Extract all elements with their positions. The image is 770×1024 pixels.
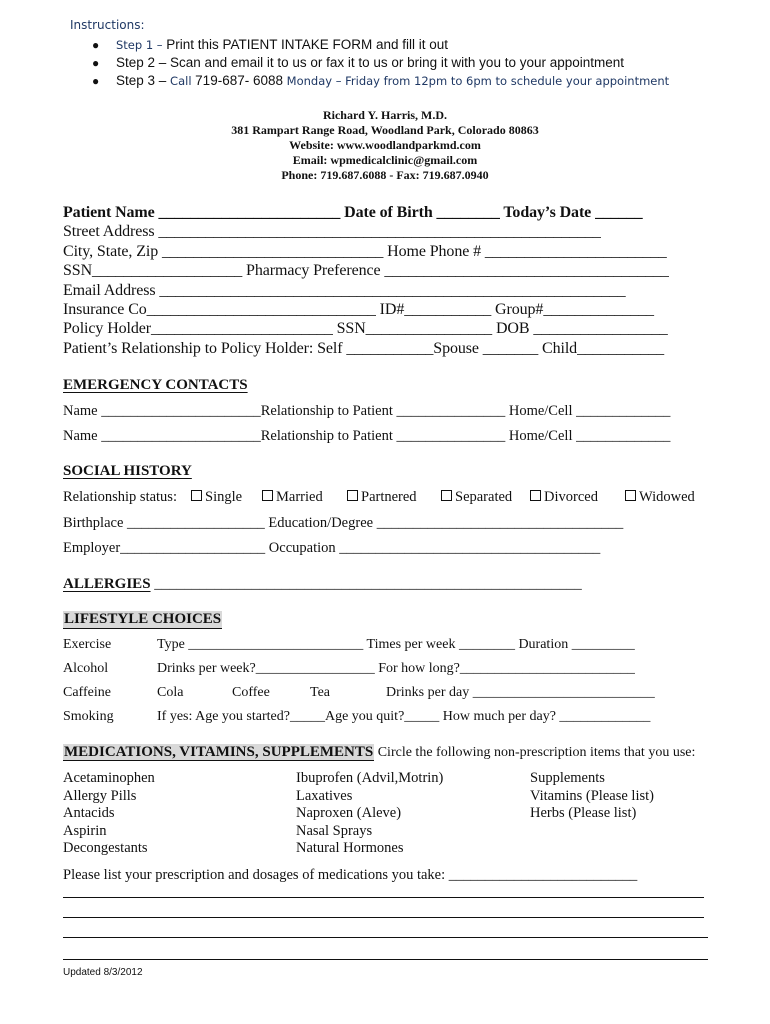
relationship-status-label: Relationship status: bbox=[63, 489, 177, 505]
prescription-line-1[interactable] bbox=[63, 897, 704, 898]
med-item[interactable]: Decongestants bbox=[63, 840, 148, 856]
social-history-heading: SOCIAL HISTORY bbox=[63, 463, 192, 479]
step-1-text: Print this PATIENT INTAKE FORM and fill it out bbox=[166, 37, 449, 52]
clinic-phone: Phone: 719.687.6088 - Fax: 719.687.0940 bbox=[281, 168, 489, 182]
smoking-field[interactable]: If yes: Age you started?_____Age you quit?_____ How much per day? _____________ bbox=[157, 709, 651, 724]
medications-heading: MEDICATIONS, VITAMINS, SUPPLEMENTS bbox=[64, 744, 374, 760]
employer-occupation-field[interactable]: Employer____________________ Occupation ____________________________________ bbox=[63, 540, 601, 556]
allergies-row[interactable] bbox=[63, 576, 582, 593]
doctor-name: Richard Y. Harris, M.D. bbox=[322, 108, 448, 122]
checkbox-icon[interactable] bbox=[262, 490, 273, 501]
clinic-website: Website: www.woodlandparkmd.com bbox=[289, 138, 481, 152]
option-married[interactable]: Married bbox=[262, 489, 323, 506]
med-item[interactable]: Nasal Sprays bbox=[296, 822, 373, 839]
med-item[interactable]: Naproxen (Aleve) bbox=[296, 805, 402, 821]
exercise-field[interactable]: Type _________________________ Times per week ________ Duration _________ bbox=[157, 637, 635, 652]
bullet-icon: ● bbox=[92, 56, 100, 70]
clinic-email: Email: wpmedicalclinic@gmail.com bbox=[292, 153, 478, 167]
option-partnered[interactable]: Partnered bbox=[347, 489, 417, 506]
med-item[interactable]: Natural Hormones bbox=[296, 840, 404, 856]
clinic-address: 381 Rampart Range Road, Woodland Park, Colorado 80863 bbox=[231, 123, 539, 137]
patient-name-field[interactable]: Patient Name _______________________ Date of Birth ________ Today’s Date ______ bbox=[63, 204, 643, 221]
med-item[interactable]: Laxatives bbox=[296, 787, 353, 804]
option-widowed[interactable]: Widowed bbox=[625, 489, 695, 506]
option-single[interactable]: Single bbox=[191, 489, 242, 506]
medications-instruction: Circle the following non-prescription items that you use: bbox=[374, 745, 696, 760]
updated-date: Updated 8/3/2012 bbox=[63, 967, 143, 978]
bullet-icon: ● bbox=[92, 38, 100, 52]
med-item[interactable]: Supplements bbox=[530, 770, 605, 786]
option-separated[interactable]: Separated bbox=[441, 489, 512, 506]
med-item[interactable]: Acetaminophen bbox=[63, 770, 155, 786]
checkbox-icon[interactable] bbox=[625, 490, 636, 501]
option-divorced[interactable]: Divorced bbox=[530, 489, 598, 506]
lifestyle-heading: LIFESTYLE CHOICES bbox=[64, 611, 222, 627]
email-address-field[interactable]: Email Address ___________________________________________________________ bbox=[63, 282, 626, 299]
medications-column-3 bbox=[530, 770, 654, 823]
instruction-step-3 bbox=[92, 73, 669, 88]
alcohol-field[interactable]: Drinks per week?_________________ For how long?_________________________ bbox=[157, 661, 635, 676]
alcohol-label: Alcohol bbox=[63, 661, 109, 676]
insurance-field[interactable]: Insurance Co_____________________________ ID#___________ Group#______________ bbox=[63, 301, 654, 318]
med-item[interactable]: Antacids bbox=[63, 805, 115, 821]
caffeine-tea[interactable]: Tea bbox=[310, 685, 331, 700]
step-3-suffix: Monday – Friday from 12pm to 6pm to schedule your appointment bbox=[283, 74, 670, 88]
checkbox-icon[interactable] bbox=[347, 490, 358, 501]
medications-column-2 bbox=[296, 770, 443, 858]
prescription-line-3[interactable] bbox=[63, 937, 708, 938]
city-state-zip-field[interactable]: City, State, Zip ____________________________ Home Phone # _______________________ bbox=[63, 243, 667, 260]
allergies-line[interactable]: _________________________________________________________ bbox=[150, 576, 582, 592]
instruction-step-2 bbox=[92, 55, 624, 70]
step-3-prefix: Step 3 – bbox=[116, 73, 171, 88]
step-3-call: Call bbox=[170, 74, 196, 88]
medications-column-1 bbox=[63, 770, 155, 858]
med-item[interactable]: Vitamins (Please list) bbox=[530, 787, 654, 804]
step-3-phone: 719-687- 6088 bbox=[195, 73, 283, 88]
med-item[interactable]: Aspirin bbox=[63, 822, 107, 839]
relationship-to-holder-field[interactable]: Patient’s Relationship to Policy Holder: Self ___________Spouse _______ Child___________ bbox=[63, 340, 664, 357]
ssn-pharmacy-field[interactable]: SSN___________________ Pharmacy Preference ____________________________________ bbox=[63, 262, 669, 279]
footer-divider bbox=[63, 959, 708, 960]
policy-holder-field[interactable]: Policy Holder_______________________ SSN________________ DOB _________________ bbox=[63, 320, 668, 337]
caffeine-label: Caffeine bbox=[63, 685, 111, 700]
prescription-line-2[interactable] bbox=[63, 917, 704, 918]
med-item[interactable]: Allergy Pills bbox=[63, 787, 137, 804]
street-address-field[interactable]: Street Address ________________________________________________________ bbox=[63, 223, 601, 240]
medications-heading-row bbox=[63, 744, 695, 761]
checkbox-icon[interactable] bbox=[441, 490, 452, 501]
birthplace-education-field[interactable]: Birthplace ___________________ Education/Degree __________________________________ bbox=[63, 515, 624, 531]
checkbox-icon[interactable] bbox=[191, 490, 202, 501]
emergency-contacts-heading: EMERGENCY CONTACTS bbox=[63, 377, 248, 393]
bullet-icon: ● bbox=[92, 74, 100, 88]
step-2-text: Step 2 – Scan and email it to us or fax it to us or bring it with you to your appointment bbox=[116, 55, 625, 70]
prescription-list-field[interactable]: Please list your prescription and dosages of medications you take: __________________________ bbox=[63, 867, 638, 883]
med-item[interactable]: Herbs (Please list) bbox=[530, 805, 637, 821]
checkbox-icon[interactable] bbox=[530, 490, 541, 501]
step-1-prefix: Step 1 – bbox=[116, 38, 167, 52]
exercise-label: Exercise bbox=[63, 637, 112, 652]
smoking-label: Smoking bbox=[63, 709, 114, 724]
instruction-step-1 bbox=[92, 37, 448, 52]
allergies-heading: ALLERGIES bbox=[63, 576, 151, 592]
instructions-title: Instructions: bbox=[70, 18, 145, 32]
caffeine-coffee[interactable]: Coffee bbox=[232, 685, 270, 700]
caffeine-cola[interactable]: Cola bbox=[157, 685, 184, 700]
emergency-contact-row-2[interactable]: Name ______________________Relationship to Patient _______________ Home/Cell _____________ bbox=[63, 428, 671, 444]
caffeine-drinks-field[interactable]: Drinks per day __________________________ bbox=[386, 685, 655, 700]
emergency-contact-row-1[interactable]: Name ______________________Relationship to Patient _______________ Home/Cell _____________ bbox=[63, 403, 671, 419]
med-item[interactable]: Ibuprofen (Advil,Motrin) bbox=[296, 770, 444, 786]
